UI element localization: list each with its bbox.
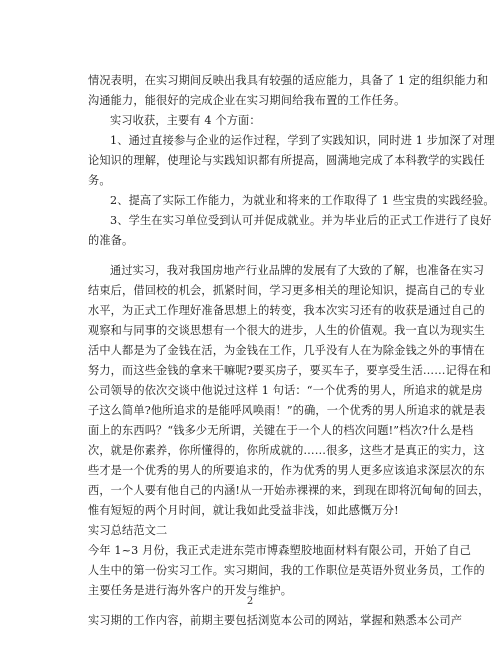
text-line: 公司领导的依次交谈中他说过这样 1 句话：“一个优秀的男人，所追求的就是房 [88, 384, 483, 397]
text-line: 子这么简单?他所追求的是能呼风唤雨！”的确，一个优秀的男人所追求的就是表 [88, 404, 486, 417]
text-line: 努力，而这些金钱的拿来干嘛呢?要买房子，要买车子，要享受生活……记得在和 [88, 364, 491, 377]
text-line: 沟通能力，能很好的完成企业在实习期间给我布置的工作任务。 [88, 94, 406, 107]
text-line: 惟有短短的两个月时间，就让我如此受益非浅，如此感慨万分! [88, 504, 399, 517]
text-line: 活中人都是为了金钱在活，为金钱在工作，几乎没有人在为除金钱之外的事情在 [88, 344, 485, 357]
page-number: 2 [246, 596, 254, 607]
text-line: 2、提高了实际工作能力，为就业和将来的工作取得了 1 些宝贵的实践经验。 [110, 194, 495, 207]
text-line: 人生中的第一份实习工作。实习期间，我的工作职位是英语外贸业务员，工作的 [88, 564, 485, 577]
text-line: 观察和与同事的交谈思想有一个很大的进步，人生的价值观。我一直以为现实生 [88, 324, 485, 337]
text-line: 论知识的理解，使理论与实践知识都有所提高，圆满地完成了本科教学的实践任 [88, 154, 485, 167]
text-line: 务。 [88, 174, 111, 187]
text-line: 3、学生在实习单位受到认可并促成就业。并为毕业后的正式工作进行了良好 [110, 214, 492, 227]
text-line: 1、通过直接参与企业的运作过程，学到了实践知识，同时进 1 步加深了对理 [110, 134, 495, 147]
text-line: 水平，为正式工作理好准备思想上的转变，我本次实习还有的收获是通过自己的 [88, 304, 485, 317]
text-line: 实习收获，主要有 4 个方面： [110, 114, 261, 127]
text-line: 情况表明，在实习期间反映出我具有较强的适应能力，具备了 1 定的组织能力和 [88, 74, 489, 87]
text-line: 的准备。 [88, 234, 134, 247]
text-line: 西，一个人要有他自己的内涵!从一开始赤裸裸的来，到现在即将沉甸甸的回去， [88, 484, 490, 497]
text-line: 今年 1~3 月份，我正式走进东莞市博森塑胶地面材料有限公司，开始了自己 [88, 544, 471, 557]
text-line: 实习期的工作内容，前期主要包括浏览本公司的网站，掌握和熟悉本公司产 [88, 614, 463, 627]
text-line: 次，就是你素养，你所懂得的，你所成就的……很多，这些才是真正的实力，这 [88, 444, 485, 457]
text-line: 结束后，借回校的机会，抓紧时间，学习更多相关的理论知识，提高自己的专业 [88, 284, 485, 297]
text-line: 主要任务是进行海外客户的开发与维护。 [88, 584, 293, 597]
text-line: 面上的东西吗？“钱多少无所谓，关键在于一个人的档次问题!”档次?什么是档 [88, 424, 474, 437]
text-line: 通过实习，我对我国房地产行业品牌的发展有了大致的了解，也准备在实习 [110, 264, 485, 277]
text-line: 些才是一个优秀的男人的所要追求的，作为优秀的男人更多应该追求深层次的东 [88, 464, 485, 477]
section-heading: 实习总结范文二 [88, 524, 168, 537]
